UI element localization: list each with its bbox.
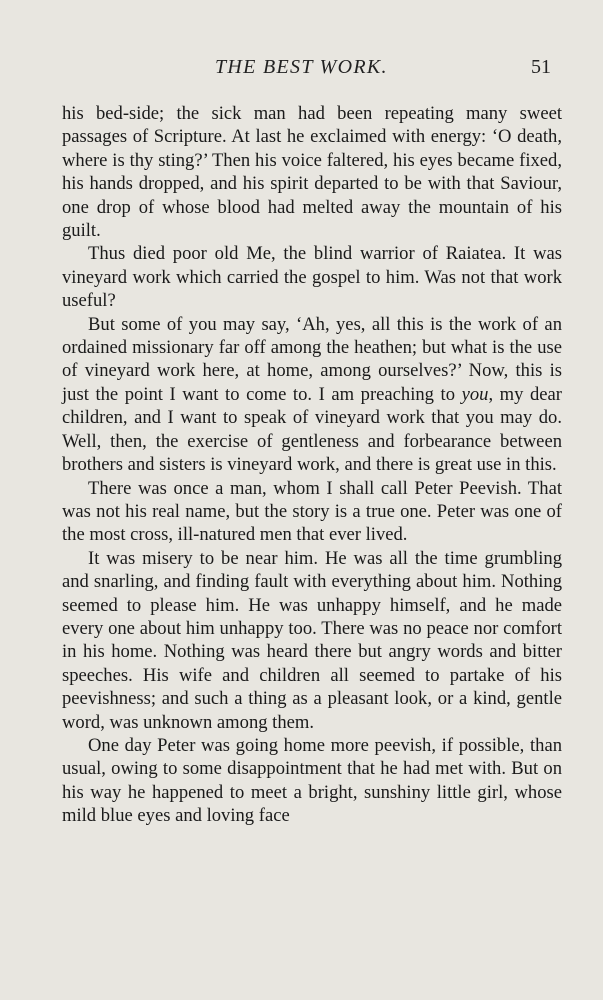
emphasized-word: you	[461, 383, 489, 405]
paragraph-text: But some of you may say, ‘Ah, yes, all this is the work of an ordained missionary far off among the heathen; but what is the use of vineyard work here, at home, among ourselves?’ Now, this is just the point I want to come to. I am preaching to	[62, 313, 562, 405]
paragraph-continued: his bed-side; the sick man had been repeating many sweet passages of Scripture. At last he exclaimed with energy: ‘O death, where is thy sting?’ Then his voice faltered, his eyes became fixed, his hands dropped, and his spirit departed to be with that Saviour, one drop of whose blood had melted away the mountain of his guilt.	[62, 103, 562, 242]
page-number: 51	[531, 56, 551, 78]
paragraph: There was once a man, whom I shall call Peter Peevish. That was not his real name, but the story is a true one. Peter was one of the most cross, ill-natured men that ever lived.	[62, 477, 562, 546]
paragraph: One day Peter was going home more peevish, if possible, than usual, owing to some disappointment that he had met with. But on his way he happened to meet a bright, sunshiny little girl, whose mild blue eyes and loving face	[62, 734, 562, 827]
paragraph: It was misery to be near him. He was all the time grumbling and snarling, and finding fault with everything about him. Nothing seemed to please him. He was unhappy himself, and he made every one about him unhappy too. There was no peace nor comfort in his home. Nothing was heard there but angry words and bitter speeches. His wife and children all seemed to partake of his peevishness; and such a thing as a pleasant look, or a kind, gentle word, was unknown among them.	[62, 547, 562, 733]
running-title: THE BEST WORK.	[215, 56, 388, 78]
paragraph: Thus died poor old Me, the blind warrior of Raiatea. It was vineyard work which carried the gospel to him. Was not that work useful?	[62, 243, 562, 312]
paragraph	[62, 313, 562, 477]
body-text	[62, 102, 562, 828]
paragraph-text: , my dear children, and I want to speak of vineyard work that you may do. Well, then, the exercise of gentleness and forbearance between brothers and sisters is vineyard work, and there is great use in this.	[62, 383, 562, 476]
page-header	[0, 56, 603, 86]
